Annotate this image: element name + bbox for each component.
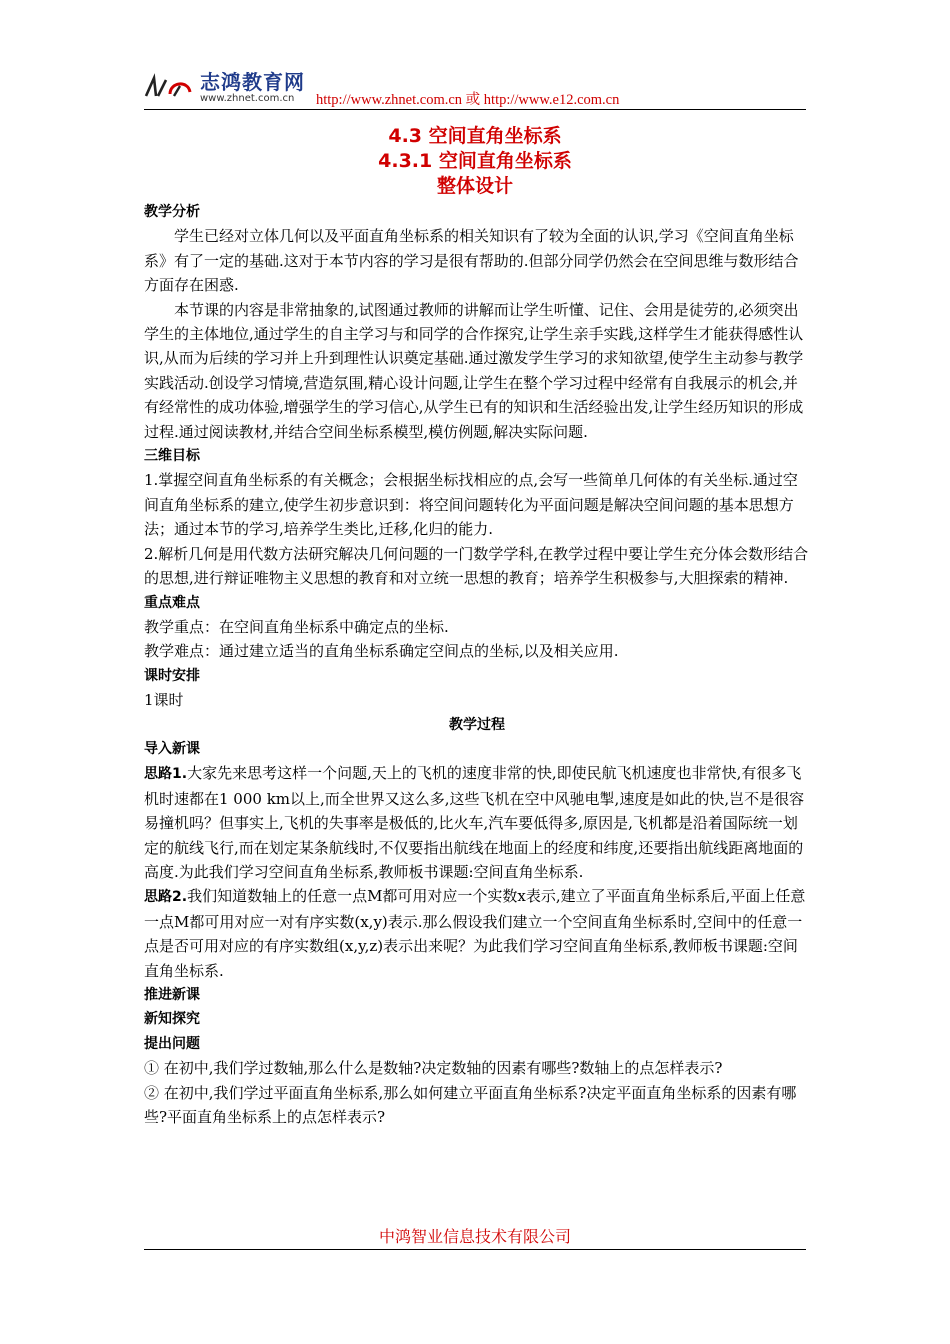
header-divider (144, 109, 806, 110)
question-heading: 提出问题 (144, 1035, 200, 1052)
question-2: ② 在初中,我们学过平面直角坐标系,那么如何建立平面直角坐标系?决定平面直角坐标系的因素有哪些?平面直角坐标系上的点怎样表示? (144, 1083, 797, 1127)
analysis-heading: 教学分析 (144, 204, 200, 220)
idea-2-paragraph (144, 884, 810, 983)
schedule-value: 1课时 (144, 691, 184, 710)
key-points-heading: 重点难点 (144, 594, 200, 611)
design-title: 整体设计 (436, 175, 513, 197)
goal-item-2: 2.解析几何是用代数方法研究解决几何问题的一门数学学科,在教学过程中要让学生充分体会数形结合的思想,进行辩证唯物主义思想的教育和对立统一思想的教育；培养学生积极参与,大胆探索的精神. (144, 544, 809, 588)
logo-url: www.zhnet.com.cn (200, 93, 295, 104)
header-links[interactable]: http://www.zhnet.com.cn 或 http://www.e12.com.cn (316, 92, 620, 108)
goal-item-1: 1.掌握空间直角坐标系的有关概念；会根据坐标找相应的点,会写一些简单几何体的有关坐标.通过空间直角坐标系的建立,使学生初步意识到：将空间问题转化为平面问题是解决空间问题的基本思想方法；通过本节的学习,培养学生类比,迁移,化归的能力. (144, 471, 798, 539)
intro-heading: 导入新课 (144, 740, 200, 757)
section-title: 4.3 空间直角坐标系 (388, 125, 562, 147)
teaching-focus: 教学重点：在空间直角坐标系中确定点的坐标. (144, 617, 449, 636)
analysis-paragraph-1: 学生已经对立体几何以及平面直角坐标系的相关知识有了较为全面的认识,学习《空间直角坐标系》有了一定的基础.这对于本节内容的学习是很有帮助的.但部分同学仍然会在空间思维与数形结合方面存在困惑. (144, 227, 799, 295)
logo-text: 志鸿教育网 (200, 70, 305, 94)
teaching-difficulty: 教学难点：通过建立适当的直角坐标系确定空间点的坐标,以及相关应用. (144, 642, 619, 661)
document-body (144, 200, 810, 1129)
page-header (144, 62, 806, 110)
footer-company: 中鸿智业信息技术有限公司 (378, 1227, 571, 1246)
schedule-heading: 课时安排 (144, 667, 200, 684)
question-1: ① 在初中,我们学过数轴,那么什么是数轴?决定数轴的因素有哪些?数轴上的点怎样表示? (144, 1059, 723, 1078)
analysis-paragraph-2: 本节课的内容是非常抽象的,试图通过教师的讲解而让学生听懂、记住、会用是徒劳的,必须突出学生的主体地位,通过学生的自主学习与和同学的合作探究,让学生亲手实践,这样学生才能获得感性认识,从而为后续的学习并上升到理性认识奠定基础.通过激发学生学习的求知欲望,使学生主动参与教学实践活动.创设学习情境,营造氛围,精心设计问题,让学生在整个学习过程中经常有自我展示的机会,并有经常性的成功体验,增强学生的学习信心,从学生已有的知识和生活经验出发,让学生经历知识的形成过程.通过阅读教材,并结合空间坐标系模型,模仿例题,解决实际问题. (144, 300, 804, 441)
title-block (144, 124, 806, 199)
subsection-title: 4.3.1 空间直角坐标系 (378, 150, 572, 172)
idea-1-text: 大家先来思考这样一个问题,天上的飞机的速度非常的快,即使民航飞机速度也非常快,有很多飞机时速都在1 000 km以上,而全世界又这么多,这些飞机在空中风驰电掣,速度是如此的快,岂不是很容易撞机吗？但事实上,飞机的失事率是极低的,比火车,汽车要低得多,原因是,飞机都是沿着国际统一划定的航线飞行,而在划定某条航线时,不仅要指出航线在地面上的经度和纬度,还要指出航线距离地面的高度.为此我们学习空间直角坐标系,教师板书课题:空间直角坐标系. (144, 764, 805, 881)
process-heading: 教学过程 (449, 716, 505, 733)
footer-divider (144, 1249, 806, 1250)
advance-heading: 推进新课 (144, 987, 200, 1003)
idea-1-label: 思路1. (144, 766, 188, 783)
idea-2-label: 思路2. (144, 889, 188, 906)
site-logo[interactable] (144, 66, 319, 110)
logo-mark-icon (144, 72, 196, 100)
idea-2-text: 我们知道数轴上的任意一点M都可用对应一个实数x表示,建立了平面直角坐标系后,平面上任意一点M都可用对应一对有序实数(x,y)表示.那么假设我们建立一个空间直角坐标系时,空间中的任意一点是否可用对应的有序实数组(x,y,z)表示出来呢？为此我们学习空间直角坐标系,教师板书课题:空间直角坐标系. (144, 887, 806, 980)
explore-heading: 新知探究 (144, 1011, 200, 1028)
goals-heading: 三维目标 (144, 448, 200, 465)
idea-1-paragraph (144, 761, 810, 884)
